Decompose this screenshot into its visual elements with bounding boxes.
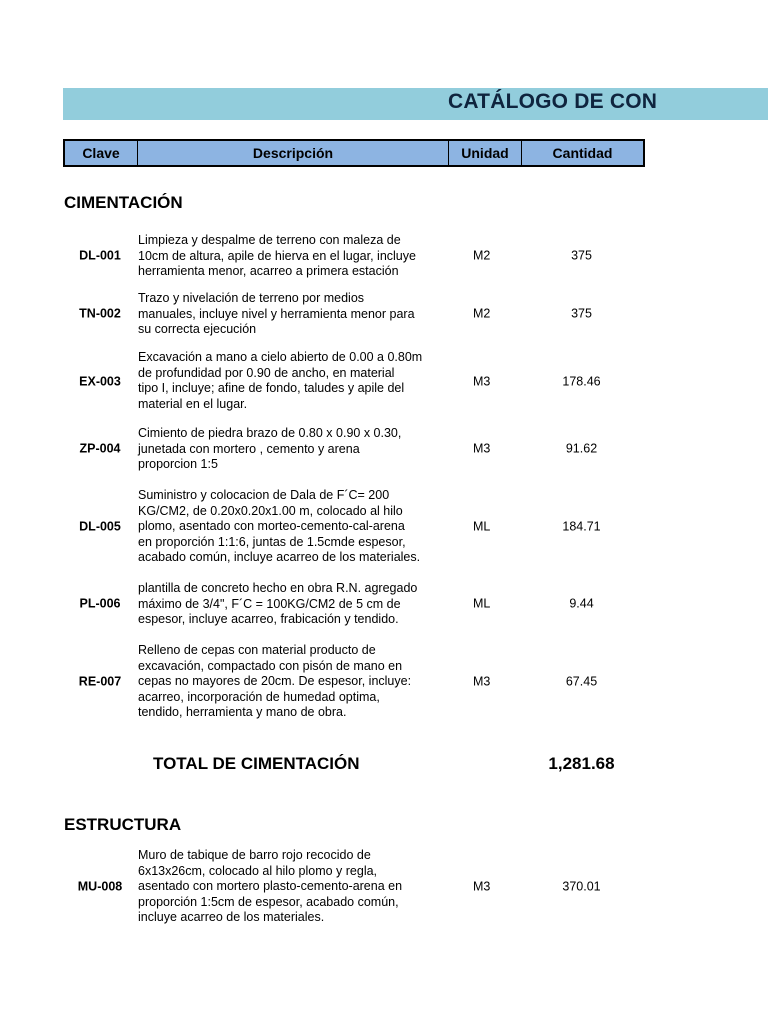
row-clave: EX-003 — [79, 374, 121, 389]
header-cantidad: Cantidad — [552, 145, 613, 161]
row-clave: MU-008 — [77, 879, 123, 894]
row-descripcion: plantilla de concreto hecho en obra R.N. agregado máximo de 3/4", F´C = 100KG/CM2 de 5 cm de espesor, incluye acarreo, frabicación y tendido. — [138, 581, 418, 626]
row-unidad: M3 — [473, 879, 491, 894]
row-unidad: ML — [473, 596, 491, 611]
row-unidad: M2 — [473, 248, 491, 263]
header-descripcion: Descripción — [138, 141, 449, 165]
total-cimentacion-label: TOTAL DE CIMENTACIÓN — [153, 754, 360, 773]
row-descripcion: Trazo y nivelación de terreno por medios manuales, incluye nivel y herramienta menor para su correcta ejecución — [138, 291, 415, 336]
row-descripcion: Cimiento de piedra brazo de 0.80 x 0.90 x 0.30, junetada con mortero , cemento y arena proporcion 1:5 — [138, 426, 402, 471]
row-clave: TN-002 — [79, 306, 121, 321]
row-unidad: ML — [473, 519, 491, 534]
row-clave: PL-006 — [79, 596, 121, 611]
row-cantidad: 375 — [571, 248, 592, 263]
row-unidad: M3 — [473, 441, 491, 456]
row-unidad: M3 — [473, 374, 491, 389]
row-cantidad: 178.46 — [562, 374, 601, 389]
row-unidad: M3 — [473, 674, 491, 689]
row-descripcion: Excavación a mano a cielo abierto de 0.00 a 0.80m de profundidad por 0.90 de ancho, en material tipo I, incluye; afine de fondo, taludes y apile del material en el lugar. — [138, 350, 423, 411]
row-cantidad: 9.44 — [569, 596, 594, 611]
section-title-cimentacion: CIMENTACIÓN — [64, 193, 183, 212]
row-clave: ZP-004 — [79, 441, 121, 456]
row-cantidad: 67.45 — [565, 674, 598, 689]
title-bar — [63, 88, 768, 120]
row-unidad: M2 — [473, 306, 491, 321]
column-header-row — [63, 139, 645, 167]
row-cantidad: 91.62 — [565, 441, 598, 456]
total-cimentacion-value: 1,281.68 — [548, 754, 615, 773]
row-cantidad: 184.71 — [562, 519, 601, 534]
row-clave: DL-005 — [79, 519, 121, 534]
section-title-estructura: ESTRUCTURA — [64, 815, 182, 834]
row-descripcion: Muro de tabique de barro rojo recocido de 6x13x26cm, colocado al hilo plomo y regla, asentado con mortero plasto-cemento-arena en proporción 1:5cm de espesor, acabado común, incluye acarreo de los materiales. — [138, 848, 403, 924]
row-descripcion: Relleno de cepas con material producto de excavación, compactado con pisón de mano en cepas no mayores de 20cm. De espesor, incluye: acarreo, incorporación de humedad optima, tendido, herramienta y mano de obra. — [138, 643, 412, 719]
header-clave: Clave — [65, 141, 138, 165]
row-clave: RE-007 — [78, 674, 122, 689]
row-cantidad: 370.01 — [562, 879, 601, 894]
row-descripcion: Limpieza y despalme de terreno con maleza de 10cm de altura, apile de hierva en el lugar, incluye herramienta menor, acarreo a primera estación — [138, 233, 416, 278]
row-cantidad: 375 — [571, 306, 592, 321]
row-descripcion: Suministro y colocacion de Dala de F´C= 200 KG/CM2, de 0.20x0.20x1.00 m, colocado al hilo plomo, asentado con morteo-cemento-cal-arena en proporción 1:1:6, juntas de 1.5cmde espesor, acabado común, incluye acarreo de los materiales. — [138, 488, 421, 564]
header-unidad: Unidad — [449, 141, 522, 165]
row-clave: DL-001 — [79, 248, 121, 263]
page-title: CATÁLOGO DE CON — [448, 90, 658, 113]
